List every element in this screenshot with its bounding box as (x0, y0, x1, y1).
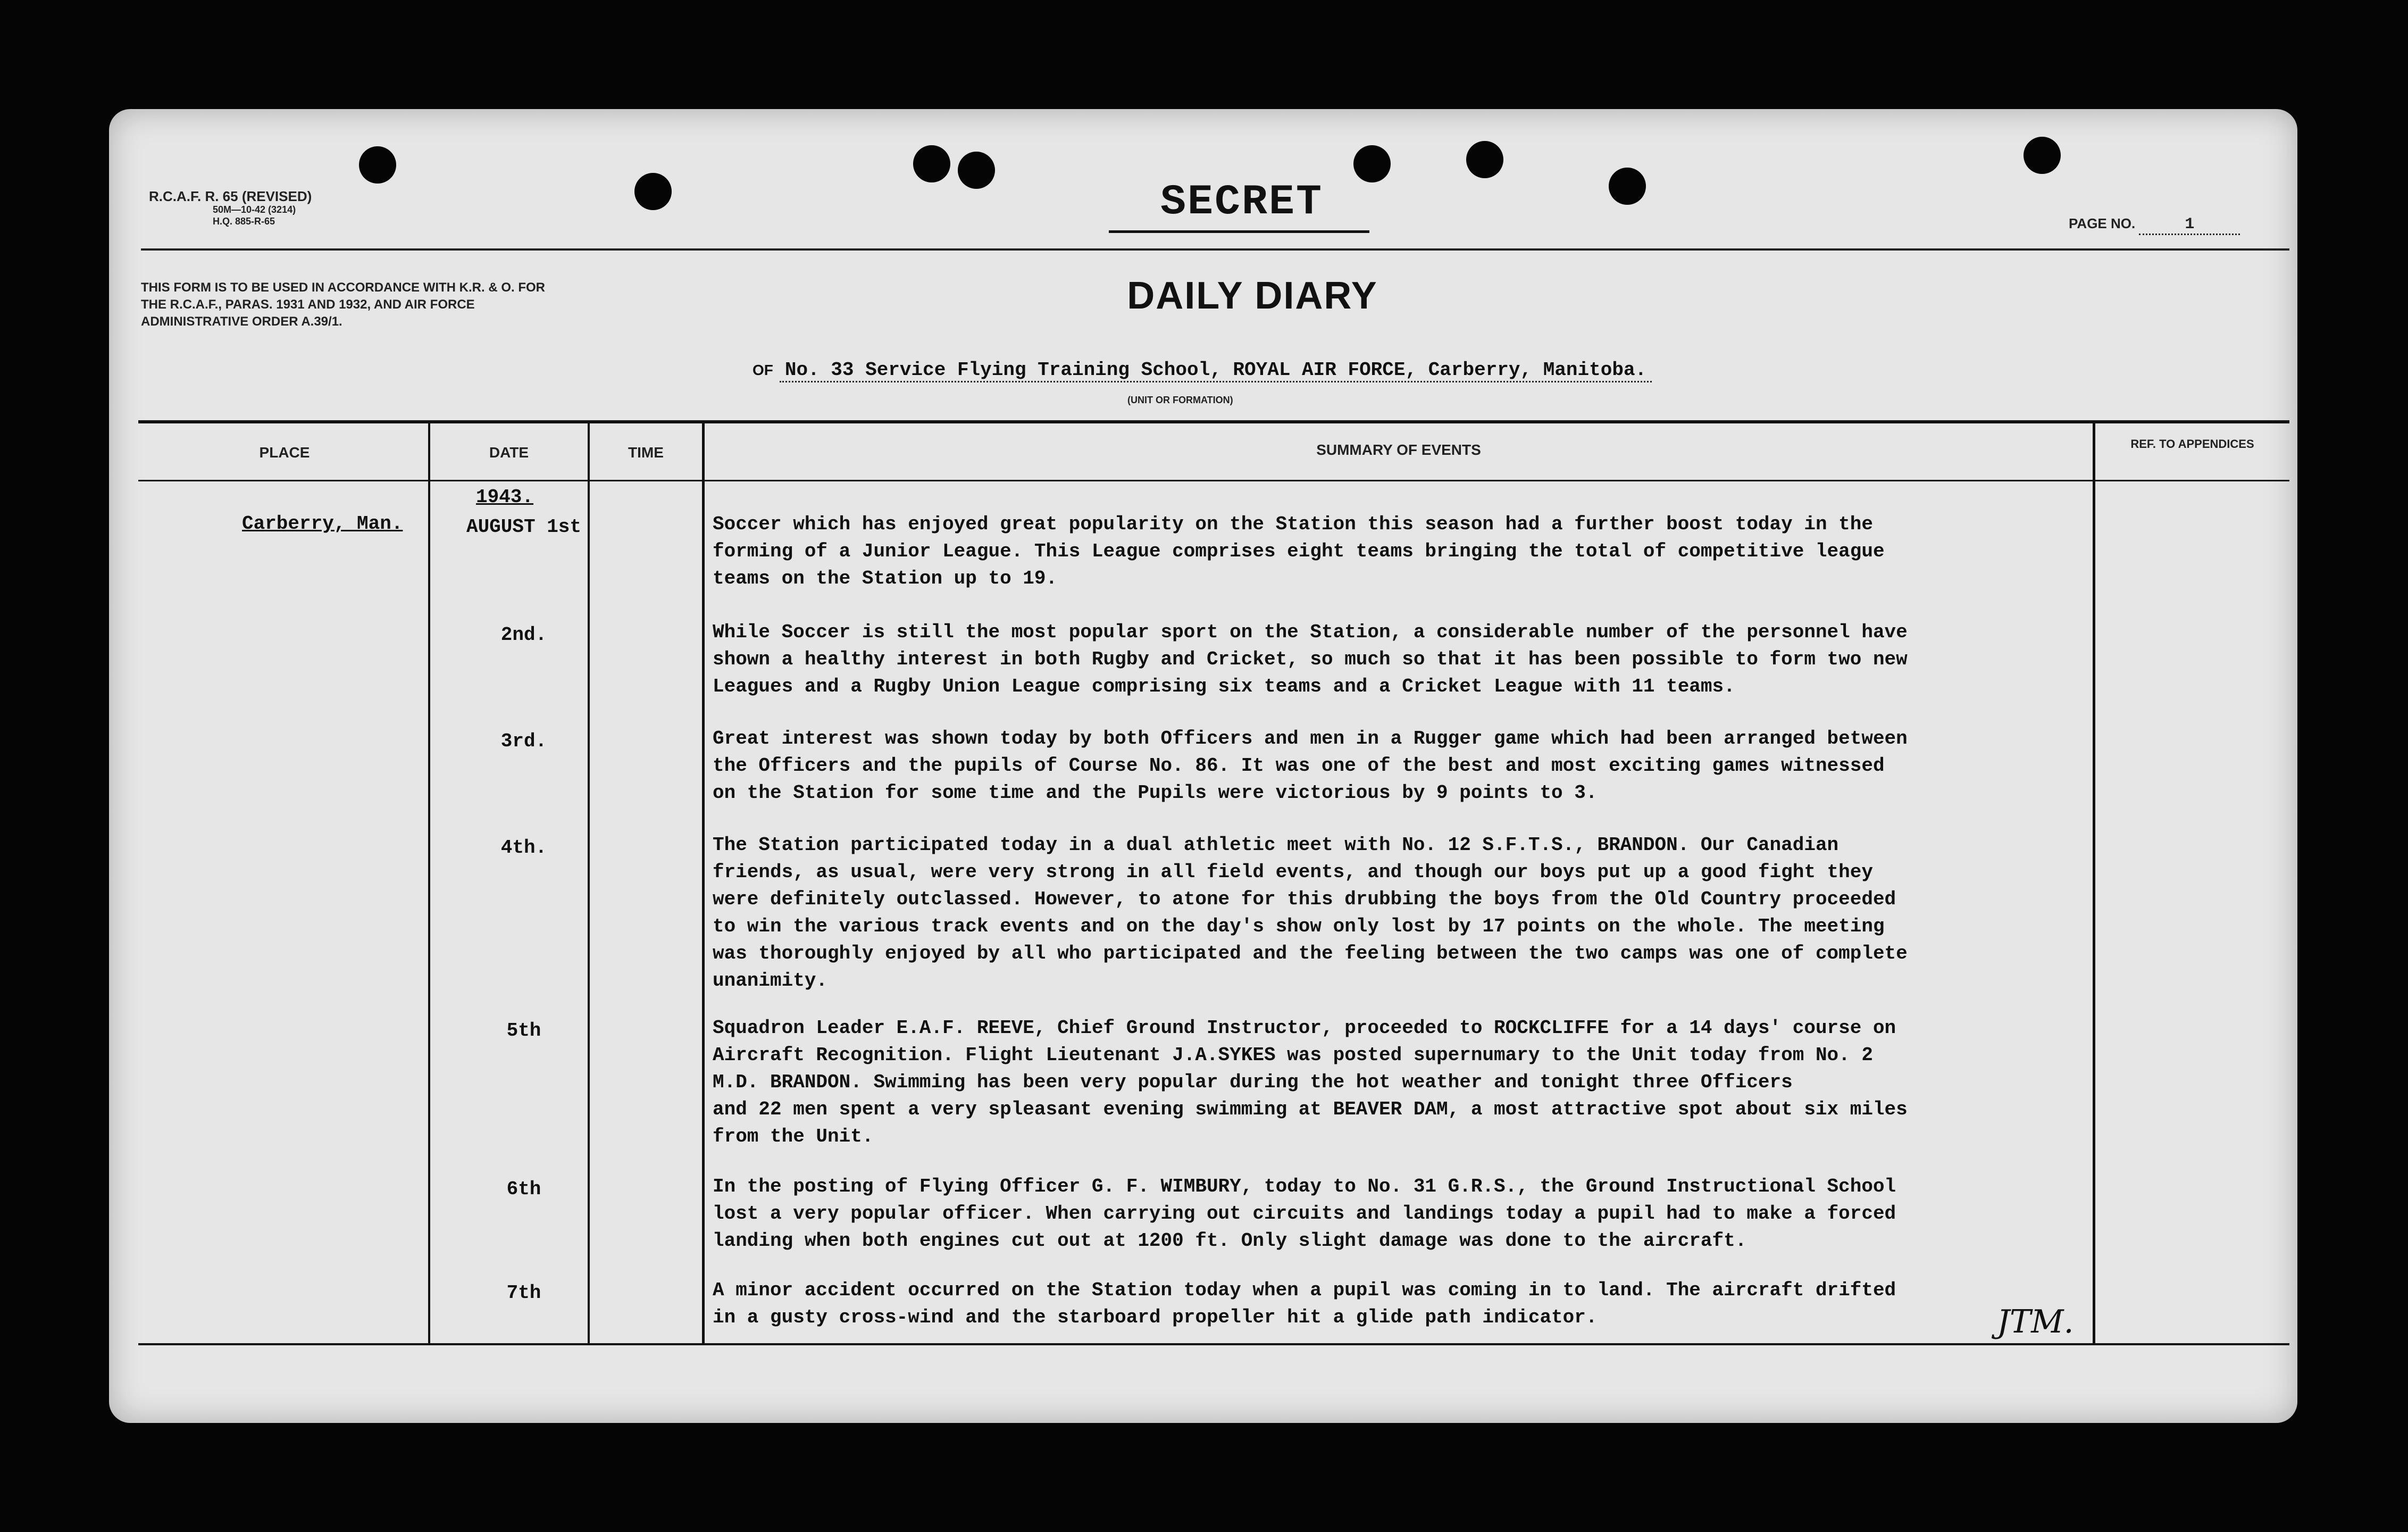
place-cell: Carberry, Man. (242, 513, 403, 535)
table-bottom-rule (138, 1343, 2289, 1345)
entry-date: 6th (506, 1178, 541, 1200)
unit-name: No. 33 Service Flying Training School, ROYAL AIR FORCE, Carberry, Manitoba. (780, 359, 1652, 382)
of-label: OF (752, 362, 773, 378)
form-identifier (149, 189, 312, 227)
entry-summary: Soccer which has enjoyed great popularity on the Station this season had a further boost today in the forming of a Junior League. This League comprises eight teams bringing the total of competitive league teams on the Station up to 19. (713, 513, 1885, 589)
entry-summary: In the posting of Flying Officer G. F. WIMBURY, today to No. 31 G.R.S., the Ground Instructional School lost a very popular officer. When carrying out circuits and landings today a pupil had to make a forced landing when both engines cut out at 1200 ft. Only slight damage was done to the aircraft. (713, 1176, 1896, 1252)
form-id-line: R.C.A.F. R. 65 (REVISED) (149, 188, 312, 204)
punch-hole (1466, 141, 1503, 178)
table-top-rule (138, 420, 2289, 423)
unit-caption: (UNIT OR FORMATION) (1127, 395, 1233, 405)
classification-label: SECRET (1160, 178, 1324, 227)
punch-hole (1609, 168, 1646, 205)
header-divider (141, 248, 2289, 251)
column-header-ref: REF. TO APPENDICES (2130, 437, 2254, 451)
column-header-date: DATE (489, 444, 529, 461)
punch-hole (359, 146, 396, 184)
entry-summary: While Soccer is still the most popular sport on the Station, a considerable number of the personnel have shown a healthy interest in both Rugby and Cricket, so much so that it has been possible to form two new Leagues and a Rugby Union League comprising six teams and a Cricket League with 11 teams. (713, 621, 1908, 697)
entry-summary: Squadron Leader E.A.F. REEVE, Chief Ground Instructor, proceeded to ROCKCLIFFE for a 14 days' course on Aircraft Recognition. Flight Lieutenant J.A.SYKES was posted supernumary to the Unit today from No. 2 M.D. BRANDON. Swimming has been very popular during the hot weather and tonight three Officers and 22 men spent a very spleasant evening swimming at BEAVER DAM, a most attractive spot about six miles from the Unit. (713, 1017, 1908, 1147)
page-number-label: PAGE NO. (2069, 215, 2136, 231)
entry-date: 7th (506, 1282, 541, 1304)
entry-summary: The Station participated today in a dual athletic meet with No. 12 S.F.T.S., BRANDON. Our Canadian friends, as usual, were very strong in all field events, and though our boys put up a good fight they were definitely outclassed. However, to atone for this drubbing the boys from the Old Country proceeded to win the various track events and on the day's show only lost by 17 points on the whole. The meeting was thoroughly enjoyed by all who participated and the feeling between the two camps was one of complete unanimity. (713, 834, 1908, 992)
column-divider (428, 420, 430, 1345)
entry-date: AUGUST 1st (466, 516, 582, 538)
form-id-line: 50M—10-42 (3214) (213, 204, 296, 215)
entry-summary: Great interest was shown today by both Officers and men in a Rugger game which had been arranged between the Officers and the pupils of Course No. 86. It was one of the best and most exciting games witnessed on the Station for some time and the Pupils were victorious by 9 points to 3. (713, 728, 1908, 804)
handwritten-initials: JTM. (1997, 1303, 2074, 1340)
punch-hole (634, 173, 672, 210)
table-header-rule (138, 480, 2289, 481)
punch-hole (1353, 145, 1391, 182)
year-cell: 1943. (476, 486, 534, 508)
column-divider (2093, 420, 2095, 1345)
column-header-place: PLACE (259, 444, 310, 461)
punch-hole (2024, 137, 2061, 174)
entry-date: 3rd. (500, 730, 547, 752)
entry-date: 2nd. (500, 624, 547, 646)
form-id-line: H.Q. 885-R-65 (213, 216, 275, 227)
column-header-summary: SUMMARY OF EVENTS (1316, 442, 1481, 458)
punch-hole (913, 145, 950, 182)
unit-line (752, 359, 1652, 381)
entry-date: 5th (506, 1020, 541, 1042)
page-title: DAILY DIARY (1127, 274, 1378, 317)
punch-hole (958, 152, 995, 189)
column-divider (588, 420, 590, 1345)
form-instructions: THIS FORM IS TO BE USED IN ACCORDANCE WITH K.R. & O. FOR THE R.C.A.F., PARAS. 1931 AND 1932, AND AIR FORCE ADMINISTRATIVE ORDER A.39/1. (141, 280, 546, 329)
column-header-time: TIME (628, 444, 664, 461)
page-number-value: 1 (2139, 215, 2240, 235)
page-number (2069, 215, 2240, 235)
entry-summary: A minor accident occurred on the Station today when a pupil was coming in to land. The aircraft drifted in a gusty cross-wind and the starboard propeller hit a glide path indicator. (713, 1279, 1896, 1328)
diary-card (109, 109, 2297, 1423)
classification-underline (1109, 230, 1369, 233)
column-divider (702, 420, 705, 1345)
entry-date: 4th. (500, 837, 547, 859)
